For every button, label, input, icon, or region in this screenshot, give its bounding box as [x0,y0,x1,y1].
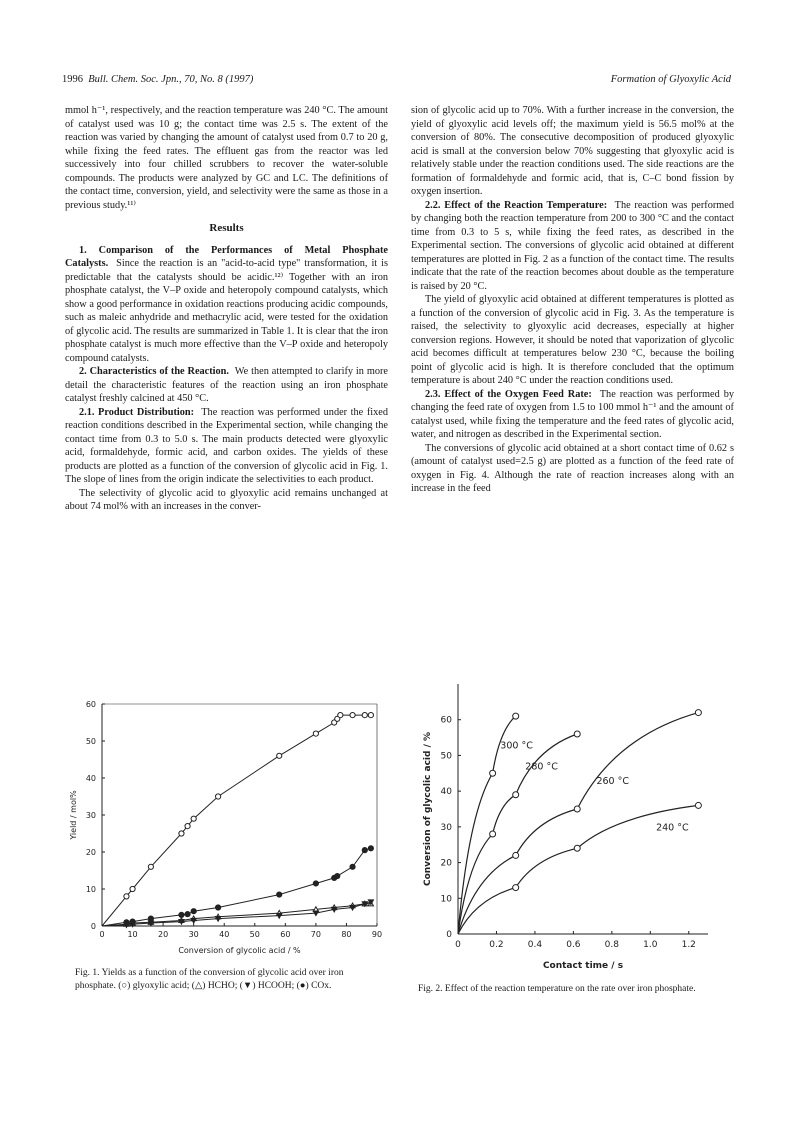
y-tick-label: 50 [85,737,96,746]
data-point [513,792,519,798]
paragraph: The conversions of glycolic acid obtained at a short contact time of 0.62 s (amount of catalyst used=2.5 g) are plotted as a function of the feed rate of oxygen in Fig. 4. Although the rate of reaction increases along with an increase in the feed [411,442,734,494]
x-tick-label: 0.2 [489,940,504,950]
data-point [335,873,340,878]
data-point [216,917,221,922]
data-point [332,907,337,912]
data-point [513,713,519,719]
x-tick-label: 30 [188,930,199,939]
paragraph [411,199,734,294]
series-line [102,715,371,926]
data-point [191,918,196,923]
paragraph: sion of glycolic acid up to 70%. With a further increase in the conversion, the yield of glyoxylic acid levels off; the maximum yield is 56.5 mol% at the conversion of 80%. The consecutive decomposition of produced glyoxylic acid is small at the conversion below 70% suggesting that glyoxylic acid is relatively stable under the reaction conditions used. The side reactions are the formation of formaldehyde and formic acid, that is, C–C bond fission by oxygen insertion. [411,105,734,197]
data-point [185,824,190,829]
data-point [191,816,196,821]
data-point [574,845,580,851]
series-line [102,848,371,926]
series-line [102,904,371,926]
data-point [216,905,221,910]
y-tick-label: 40 [85,774,96,783]
x-tick-label: 0.8 [604,940,620,950]
data-point [350,905,355,910]
subsection-heading: 2. Characteristics of the Reaction. [79,366,229,377]
y-tick-label: 20 [440,858,452,869]
data-point [124,894,129,899]
y-tick-label: 20 [85,848,96,857]
x-axis-label: Contact time / s [542,961,624,971]
section-title-results: Results [209,222,244,234]
subsection-heading: 1. Comparison of the Performances of Metal Phosphate Catalysts. [65,244,388,269]
subsection-heading: 2.3. Effect of the Oxygen Feed Rate: [425,388,592,400]
figure-2 [418,678,718,978]
subsection-heading: 2.1. Product Distribution: [79,406,195,418]
x-tick-label: 0 [455,940,461,950]
right-column [411,104,734,496]
series-line [458,734,577,934]
data-point [148,916,153,921]
paragraph-body: The reaction was performed by changing the feed rate of oxygen from 1.5 to 100 mmol h⁻¹ and the amount of catalyst used, while fixing the temperature and the feed rates of glycolic acid, water, and nitrogen as described in the Experimental section. [411,388,734,440]
paragraph [65,365,388,406]
data-point [130,886,135,891]
data-point [216,794,221,799]
data-point [148,864,153,869]
subsection-heading: 2.2. Effect of the Reaction Temperature: [425,199,608,211]
data-point [179,912,184,917]
series-label: 300 °C [500,740,533,752]
page-number: 1996 [62,74,83,85]
paragraph-body: The reaction was performed under the fixed reaction conditions described in the Experimental section, while changing the contact time from 0.3 to 5.0 s. The main products detected were glyoxylic acid, formaldehyde, formic acid, and carbon oxides. The yields of these products are plotted as a function of the conversion of glycolic acid in Fig. 1. The slope of lines from the origin indicate the selectivities to each product. [65,406,388,485]
x-tick-label: 40 [219,930,230,939]
x-tick-label: 60 [280,930,291,939]
y-tick-label: 50 [440,751,452,762]
paragraph-body: Since the reaction is an "acid-to-acid type" transformation, it is predictable that the catalysts should be acidic.¹²⁾ Together with an iron phosphate catalyst, the V–P oxide and heteropoly compound catalysts, which show a good performance in oxidation reactions producing acidic compounds, such as maleic anhydride and methacrylic acid, were tested for the oxidation of glycolic acid. The results are summarized in Table 1. It is clear that the iron phosphate catalyst is much more effective than the V–P oxide and heteropoly compound catalysts. [65,258,388,364]
data-point [368,713,373,718]
x-tick-label: 0.6 [566,940,581,950]
paragraph-body: The reaction was performed by changing both the reaction temperature from 200 to 300 °C and the contact time from 0.3 to 5 s, while fixing the feed rates, as described in the Experimental section. The conversions of glycolic acid obtained at different temperatures are plotted in Fig. 2 as a function of the contact time. The results indicate that the rate of the reaction becomes about double as the temperature is raised by 20 °C. [411,199,734,292]
data-point [124,920,129,925]
data-point [277,753,282,758]
y-tick-label: 30 [440,822,452,833]
y-tick-label: 30 [85,811,96,820]
data-point [350,864,355,869]
header-left [62,74,253,85]
left-column [65,104,388,514]
running-title: Formation of Glyoxylic Acid [610,74,731,85]
y-tick-label: 60 [85,700,96,709]
data-point [277,892,282,897]
series-label: 240 °C [656,822,689,834]
x-tick-label: 0 [99,930,105,939]
data-point [513,885,519,891]
journal-citation: Bull. Chem. Soc. Jpn., 70, No. 8 (1997) [88,74,254,85]
paragraph: mmol h⁻¹, respectively, and the reaction temperature was 240 °C. The amount of catalyst used was 10 g; the contact time was 2.5 s. The extent of the reaction was varied by changing the amount of catalyst used from 0.7 to 20 g, while fixing the feed rates. The effluent gas from the reactor was led successively into four chilled scrubbers to recover the water-soluble compounds. The products were analyzed by GC and LC. The definitions of the contact time, conversion, yield, and selectivity were the same as those in a previous study.¹¹⁾ [65,105,388,211]
paragraph: The yield of glyoxylic acid obtained at different temperatures is plotted as a function of the conversion of glycolic acid in Fig. 3. As the temperature is raised, the selectivity to glyoxylic acid decreases, especially at higher conversion regions. However, it should be noted that vaporization of glycolic acid becomes difficult at temperatures below 230 °C, because the boiling point of glycolic acid is high. It is therefore concluded that the optimum temperature is about 240 °C under the reaction conditions used. [411,294,734,386]
data-point [574,806,580,812]
series-label: 280 °C [525,761,558,773]
figure-1 [62,690,387,960]
data-point [695,710,701,716]
figure-2-chart [418,678,718,978]
paragraph [411,388,734,442]
data-point [513,852,519,858]
figure-1-caption: Fig. 1. Yields as a function of the conversion of glycolic acid over iron phosphate. (○) glyoxylic acid; (△) HCHO; (▼) HCOOH; (●) COx. [75,968,344,991]
x-tick-label: 10 [127,930,138,939]
x-tick-label: 80 [341,930,352,939]
data-point [313,731,318,736]
data-point [350,713,355,718]
data-point [179,919,184,924]
y-axis-label: Yield / mol% [69,790,78,840]
x-tick-label: 20 [158,930,169,939]
series-label: 260 °C [596,776,630,787]
x-axis-label: Conversion of glycolic acid / % [178,946,301,955]
data-point [490,770,496,776]
y-tick-label: 0 [90,922,96,931]
x-tick-label: 50 [249,930,260,939]
paragraph: The selectivity of glycolic acid to glyoxylic acid remains unchanged at about 74 mol% with an increases in the conver- [65,487,388,512]
data-point [313,911,318,916]
paragraph-body: We then attempted to clarify in more detail the characteristic features of the reaction using an iron phosphate catalyst freshly calcined at 450 °C. [65,366,388,404]
x-tick-label: 1.2 [681,940,696,950]
paragraph [65,406,388,487]
y-tick-label: 60 [440,715,452,726]
data-point [130,919,135,924]
y-tick-label: 40 [440,787,452,798]
y-tick-label: 10 [440,894,452,905]
data-point [277,914,282,919]
data-point [695,802,701,808]
data-point [490,831,496,837]
y-tick-label: 10 [85,885,96,894]
page-header [62,74,731,90]
data-point [185,912,190,917]
data-point [191,909,196,914]
figure-1-chart [62,690,387,960]
data-point [574,731,580,737]
x-tick-label: 1.0 [643,940,658,950]
data-point [362,848,367,853]
x-tick-label: 90 [371,930,383,939]
x-tick-label: 0.4 [527,940,543,950]
figure-2-caption: Fig. 2. Effect of the reaction temperature on the rate over iron phosphate. [418,984,696,994]
data-point [368,846,373,851]
y-tick-label: 0 [446,930,452,940]
data-point [179,831,184,836]
data-point [362,713,367,718]
data-point [338,713,343,718]
y-axis-label: Conversion of glycolic acid / % [423,731,433,887]
data-point [313,881,318,886]
x-tick-label: 70 [310,930,321,939]
paragraph [65,244,388,366]
